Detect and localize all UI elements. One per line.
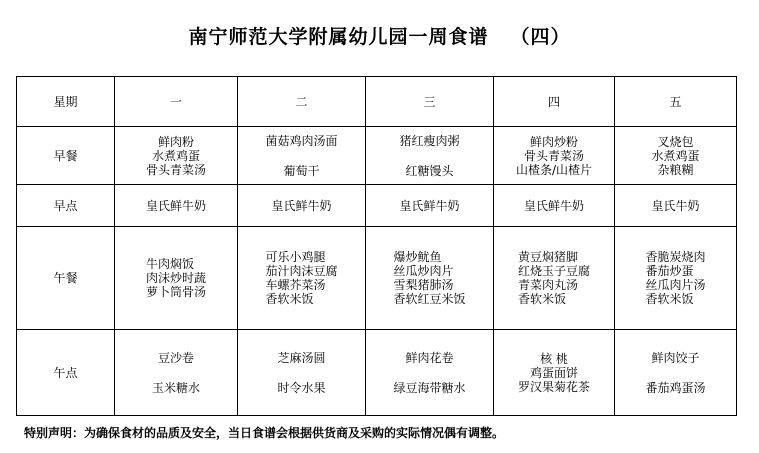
menu-item: 鲜肉粉 bbox=[157, 134, 194, 149]
menu-item: 叉烧包 bbox=[657, 134, 694, 149]
menu-cell bbox=[615, 330, 737, 416]
day-header-cell bbox=[366, 77, 494, 127]
menu-items bbox=[518, 352, 590, 394]
menu-items bbox=[265, 250, 337, 306]
menu-cell bbox=[494, 330, 615, 416]
menu-item: 芝麻汤圆 bbox=[277, 350, 326, 365]
meal-label: 早餐 bbox=[53, 148, 78, 163]
day-header-cell bbox=[494, 77, 615, 127]
menu-item: 山楂条/山楂片 bbox=[515, 162, 593, 177]
menu-item: 爆炒鱿鱼 bbox=[393, 250, 442, 264]
meal-label: 午点 bbox=[53, 365, 78, 380]
menu-items bbox=[146, 257, 206, 299]
menu-item: 牛肉焖饭 bbox=[145, 257, 194, 271]
menu-cell bbox=[115, 227, 238, 330]
day-header-cell bbox=[238, 77, 366, 127]
menu-item: 鸡蛋面饼 bbox=[529, 365, 578, 380]
menu-item: 猪红瘦肉粥 bbox=[399, 133, 460, 148]
menu-item: 车螺芥菜汤 bbox=[265, 278, 326, 292]
menu-cell bbox=[115, 330, 238, 416]
menu-cell bbox=[366, 185, 494, 227]
menu-cell bbox=[494, 127, 615, 185]
meal-label-cell bbox=[17, 127, 115, 185]
menu-item: 皇氏牛奶 bbox=[651, 198, 700, 213]
menu-cell bbox=[238, 330, 366, 416]
menu-items bbox=[152, 351, 200, 395]
menu-cell bbox=[494, 185, 615, 227]
menu-item: 丝瓜肉片汤 bbox=[645, 278, 706, 292]
menu-cell bbox=[615, 227, 737, 330]
menu-item: 香软米饭 bbox=[645, 292, 694, 306]
menu-item: 骨头青菜汤 bbox=[145, 162, 206, 177]
menu-item: 鲜肉炒粉 bbox=[529, 134, 578, 149]
menu-item: 皇氏鲜牛奶 bbox=[399, 198, 460, 213]
day-label: 一 bbox=[169, 94, 182, 109]
menu-cell bbox=[238, 227, 366, 330]
menu-items bbox=[645, 250, 705, 306]
day-label: 二 bbox=[295, 94, 308, 109]
menu-cell bbox=[366, 127, 494, 185]
menu-item: 黄豆焖猪脚 bbox=[517, 250, 578, 264]
weekday-label: 星期 bbox=[53, 94, 78, 109]
menu-item: 可乐小鸡腿 bbox=[265, 250, 326, 264]
menu-cell bbox=[115, 127, 238, 185]
weekly-menu-table bbox=[16, 76, 737, 416]
menu-items bbox=[393, 250, 465, 306]
menu-item: 皇氏鲜牛奶 bbox=[523, 198, 584, 213]
day-label: 四 bbox=[547, 94, 560, 109]
menu-item: 豆沙卷 bbox=[157, 350, 194, 365]
menu-cell bbox=[615, 127, 737, 185]
meal-label-cell bbox=[17, 227, 115, 330]
meal-label-cell bbox=[17, 330, 115, 416]
menu-item: 鲜肉花卷 bbox=[405, 350, 454, 365]
menu-item: 皇氏鲜牛奶 bbox=[145, 198, 206, 213]
menu-item: 时令水果 bbox=[277, 380, 326, 395]
menu-item: 番茄炒蛋 bbox=[645, 264, 694, 278]
lunch-row bbox=[17, 227, 737, 330]
menu-items bbox=[277, 351, 325, 395]
meal-label: 午餐 bbox=[53, 271, 78, 285]
meal-label-cell bbox=[17, 185, 115, 227]
menu-cell bbox=[115, 185, 238, 227]
menu-item: 鲜肉饺子 bbox=[651, 350, 700, 365]
menu-item: 香软米饭 bbox=[517, 292, 566, 306]
header-row bbox=[17, 77, 737, 127]
menu-cell bbox=[366, 227, 494, 330]
day-header-cell bbox=[615, 77, 737, 127]
menu-items bbox=[651, 135, 699, 177]
menu-item: 番茄鸡蛋汤 bbox=[645, 380, 706, 395]
title-suffix: （四） bbox=[510, 26, 571, 48]
menu-item: 杂粮糊 bbox=[657, 162, 694, 177]
menu-item: 玉米糖水 bbox=[151, 380, 200, 395]
menu-item: 核 桃 bbox=[540, 351, 568, 366]
breakfast-row bbox=[17, 127, 737, 185]
menu-items bbox=[518, 250, 590, 306]
menu-item: 红烧玉子豆腐 bbox=[517, 264, 590, 278]
afternoon-snack-row bbox=[17, 330, 737, 416]
menu-item: 罗汉果菊花茶 bbox=[517, 379, 590, 394]
menu-item: 香软红豆米饭 bbox=[393, 292, 466, 306]
menu-items bbox=[265, 134, 337, 178]
menu-item: 香脆炭烧肉 bbox=[645, 250, 706, 264]
menu-item: 皇氏鲜牛奶 bbox=[271, 198, 332, 213]
title-text: 南宁师范大学附属幼儿园一周食谱 bbox=[188, 26, 489, 48]
menu-cell bbox=[238, 185, 366, 227]
menu-items bbox=[146, 135, 206, 177]
menu-item: 香软米饭 bbox=[265, 292, 314, 306]
menu-item: 葡萄干 bbox=[283, 163, 320, 178]
menu-item: 青菜肉丸汤 bbox=[517, 278, 578, 292]
menu-item: 菌菇鸡肉汤面 bbox=[265, 133, 338, 148]
menu-item: 红糖馒头 bbox=[405, 163, 454, 178]
day-header-cell bbox=[115, 77, 238, 127]
menu-cell bbox=[238, 127, 366, 185]
menu-item: 骨头青菜汤 bbox=[523, 148, 584, 163]
menu-items bbox=[393, 351, 465, 395]
menu-item: 萝卜筒骨汤 bbox=[145, 285, 206, 299]
menu-item: 水煮鸡蛋 bbox=[151, 148, 200, 163]
meal-label: 早点 bbox=[53, 198, 78, 213]
menu-item: 绿豆海带糖水 bbox=[393, 380, 466, 395]
header-label-cell bbox=[17, 77, 115, 127]
menu-item: 丝瓜炒肉片 bbox=[393, 264, 454, 278]
page-title bbox=[0, 22, 759, 49]
menu-item: 茄汁肉沫豆腐 bbox=[265, 264, 338, 278]
menu-items bbox=[399, 134, 459, 178]
day-label: 五 bbox=[669, 94, 682, 109]
menu-items bbox=[645, 351, 705, 395]
menu-item: 水煮鸡蛋 bbox=[651, 148, 700, 163]
menu-item: 肉沫炒时蔬 bbox=[145, 271, 206, 285]
morning-snack-row bbox=[17, 185, 737, 227]
menu-cell bbox=[366, 330, 494, 416]
special-notice: 特别声明：为确保食材的品质及安全，当日食谱会根据供货商及采购的实际情况偶有调整。 bbox=[24, 426, 505, 440]
menu-item: 雪梨猪肺汤 bbox=[393, 278, 454, 292]
menu-cell bbox=[615, 185, 737, 227]
menu-items bbox=[516, 135, 592, 177]
menu-cell bbox=[494, 227, 615, 330]
day-label: 三 bbox=[423, 94, 436, 109]
